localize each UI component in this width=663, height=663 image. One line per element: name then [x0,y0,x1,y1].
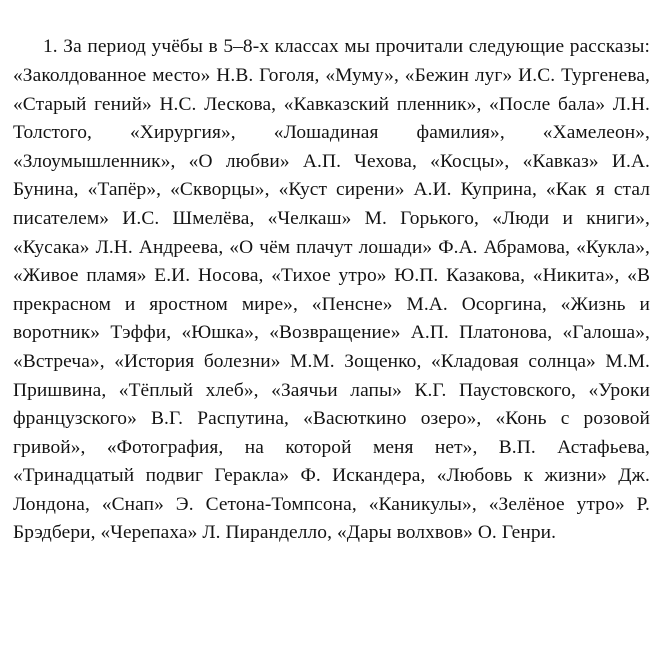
paragraph-number: 1. [43,36,58,58]
reading-list-paragraph [13,33,650,548]
paragraph-body: За период учёбы в 5–8-х классах мы прочитали следующие рассказы: «Заколдованное место» Н.В. Гоголя, «Муму», «Бежин луг» И.С. Тургенева, «Старый гений» Н.С. Лескова, «Кавказский пленник», «После бала» Л.Н. Толстого, «Хирургия», «Лошадиная фамилия», «Хамелеон», «Злоумышленник», «О любви» А.П. Чехова, «Косцы», «Кавказ» И.А. Бунина, «Тапёр», «Скворцы», «Куст сирени» А.И. Куприна, «Как я стал писателем» И.С. Шмелёва, «Челкаш» М. Горького, «Люди и книги», «Кусака» Л.Н. Андреева, «О чём плачут лошади» Ф.А. Абрамова, «Кукла», «Живое пламя» Е.И. Носова, «Тихое утро» Ю.П. Казакова, «Никита», «В прекрасном и яростном мире», «Пенсне» М.А. Осоргина, «Жизнь и воротник» Тэффи, «Юшка», «Возвращение» А.П. Платонова, «Галоша», «Встреча», «История болезни» М.М. Зощенко, «Кладовая солнца» М.М. Пришвина, «Тёплый хлеб», «Заячьи лапы» К.Г. Паустовского, «Уроки французского» В.Г. Распутина, «Васюткино озеро», «Конь с розовой гривой», «Фотография, на которой меня нет», В.П. Астафьева, «Тринадцатый подвиг Геракла» Ф. Искандера, «Любовь к жизни» Дж. Лондона, «Снап» Э. Сетона-Томпсона, «Каникулы», «Зелёное утро» Р. Брэдбери, «Черепаха» Л. Пиранделло, «Дары волхвов» О. Генри. [13,36,650,544]
